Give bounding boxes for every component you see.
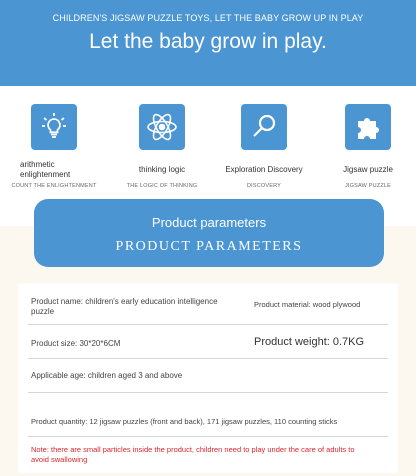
feature-logic [110,104,214,189]
param-material: Product material: wood plywood [254,300,361,309]
feature-sub: COUNT THE ENLIGHTENMENT [11,183,97,189]
feature-jigsaw [316,104,416,189]
hero-tagline: CHILDREN'S JIGSAW PUZZLE TOYS, LET THE BABY GROW UP IN PLAY [52,13,364,23]
magnifier-icon [241,104,287,150]
feature-arithmetic [2,104,106,189]
parameters-title: Product parameters [151,215,267,230]
lightbulb-icon [31,104,77,150]
feature-label: Exploration Discovery [225,165,303,174]
param-quantity: Product quantity: 12 jigsaw puzzles (front and back), 171 jigsaw puzzles, 110 counting sticks [31,417,338,426]
param-age: Applicable age: children aged 3 and above [31,371,183,380]
feature-sub: DISCOVERY [246,183,282,189]
param-row [28,359,388,393]
param-weight: Product weight: 0.7KG [254,336,365,348]
feature-sub: JIGSAW PUZZLE [344,183,392,189]
param-row [28,283,388,325]
puzzle-icon [345,104,391,150]
feature-label: arithmetic enlightenment [20,160,71,179]
feature-exploration [212,104,316,189]
param-row [28,393,388,437]
param-row [28,437,388,471]
feature-label: Jigsaw puzzle [343,165,393,174]
feature-sub: THE LOGIC OF THINKING [126,183,198,189]
param-name: Product name: children's early education intelligence puzzle [31,297,218,316]
feature-label: thinking logic [138,165,186,174]
param-row [28,325,388,359]
param-size: Product size: 30*20*6CM [31,339,121,348]
parameters-subtitle: PRODUCT PARAMETERS [115,239,303,254]
parameters-header [34,199,384,267]
atom-icon [139,104,185,150]
hero-banner [0,0,416,86]
param-note: Note: there are small particles inside the product, children need to play under the care of adults to avoid swallowing [31,445,355,464]
parameters-table [18,283,398,473]
hero-title: Let the baby grow in play. [89,30,327,53]
